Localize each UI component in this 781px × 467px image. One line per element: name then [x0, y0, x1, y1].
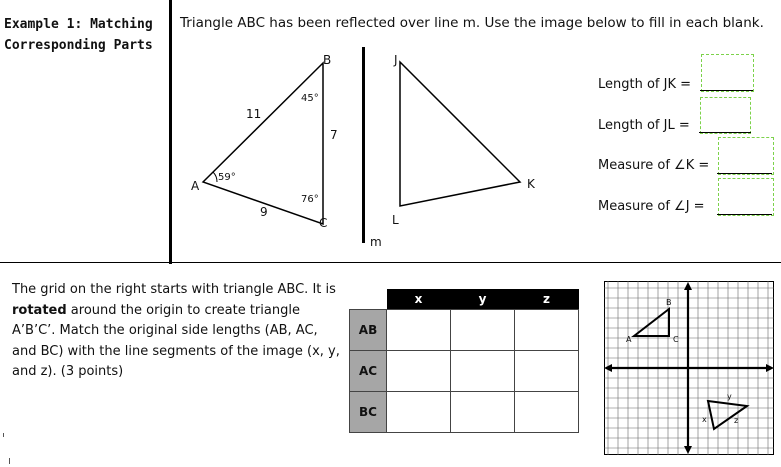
side-ac-length: 9 — [260, 205, 268, 219]
answer-angle-j-field[interactable] — [718, 178, 774, 216]
answer-jl-underline — [699, 132, 751, 133]
vertex-j: J — [394, 53, 398, 67]
grid-label-x: x — [702, 415, 707, 424]
match-cell-ac-z[interactable] — [515, 351, 579, 392]
grid-label-y: y — [727, 392, 732, 401]
triangle-jkl — [400, 62, 520, 206]
page-mark — [3, 433, 4, 437]
match-cell-bc-x[interactable] — [387, 392, 451, 433]
coordinate-grid — [604, 281, 774, 455]
answer-angle-k-field[interactable] — [718, 137, 774, 175]
table-corner — [350, 289, 387, 310]
grid-label-b: B — [666, 298, 672, 307]
angle-arc-a — [213, 172, 217, 182]
line-m-label: m — [370, 235, 382, 249]
column-header-z: z — [515, 289, 579, 310]
instruction-text: Triangle ABC has been reflected over line m. Use the image below to fill in each blank. — [180, 15, 764, 31]
matching-table — [349, 289, 579, 433]
question-angle-k: Measure of ∠K = — [598, 158, 710, 173]
vertex-l: L — [392, 213, 399, 227]
match-cell-ab-y[interactable] — [451, 310, 515, 351]
vertex-k: K — [527, 177, 535, 191]
grid-label-a: A — [626, 335, 632, 344]
angle-c-measure: 76° — [301, 194, 319, 205]
column-header-x: x — [387, 289, 451, 310]
match-cell-bc-z[interactable] — [515, 392, 579, 433]
match-cell-ab-z[interactable] — [515, 310, 579, 351]
answer-angle-k-underline — [717, 173, 772, 174]
vertex-b: B — [323, 53, 332, 67]
side-bc-length: 7 — [330, 128, 338, 142]
match-cell-ac-x[interactable] — [387, 351, 451, 392]
match-cell-bc-y[interactable] — [451, 392, 515, 433]
answer-angle-j-underline — [717, 214, 772, 215]
question-jl: Length of JL = — [598, 118, 690, 133]
question-angle-j: Measure of ∠J = — [598, 199, 705, 214]
row-header-ab: AB — [350, 310, 387, 351]
row-header-bc: BC — [350, 392, 387, 433]
section-divider-horizontal — [0, 262, 781, 263]
answer-jl-field[interactable] — [700, 97, 751, 134]
reflection-figure — [180, 40, 560, 255]
answer-jk-field[interactable] — [701, 54, 754, 92]
grid-label-c: C — [673, 335, 679, 344]
match-cell-ab-x[interactable] — [387, 310, 451, 351]
example-header: Example 1: Matching Corresponding Parts — [4, 17, 153, 53]
page-mark — [9, 458, 10, 464]
side-ab-length: 11 — [246, 107, 262, 121]
question-jk: Length of JK = — [598, 77, 692, 92]
angle-b-measure: 45° — [301, 93, 319, 104]
row-header-ac: AC — [350, 351, 387, 392]
section-divider-vertical — [169, 0, 172, 264]
grid-label-z: z — [734, 416, 739, 425]
vertex-c: C — [319, 216, 328, 230]
vertex-a: A — [191, 179, 200, 193]
match-cell-ac-y[interactable] — [451, 351, 515, 392]
answer-jk-underline — [700, 90, 753, 91]
rotation-instructions: The grid on the right starts with triangle ABC. It is rotated around the origin to create triangle A’B’C’. Match the original side lengths (AB, AC, and BC) with the line segments of the image (x, y, and z). (3 points) — [12, 282, 340, 379]
angle-a-measure: 59° — [218, 172, 236, 183]
reflection-line-m — [362, 47, 365, 243]
column-header-y: y — [451, 289, 515, 310]
